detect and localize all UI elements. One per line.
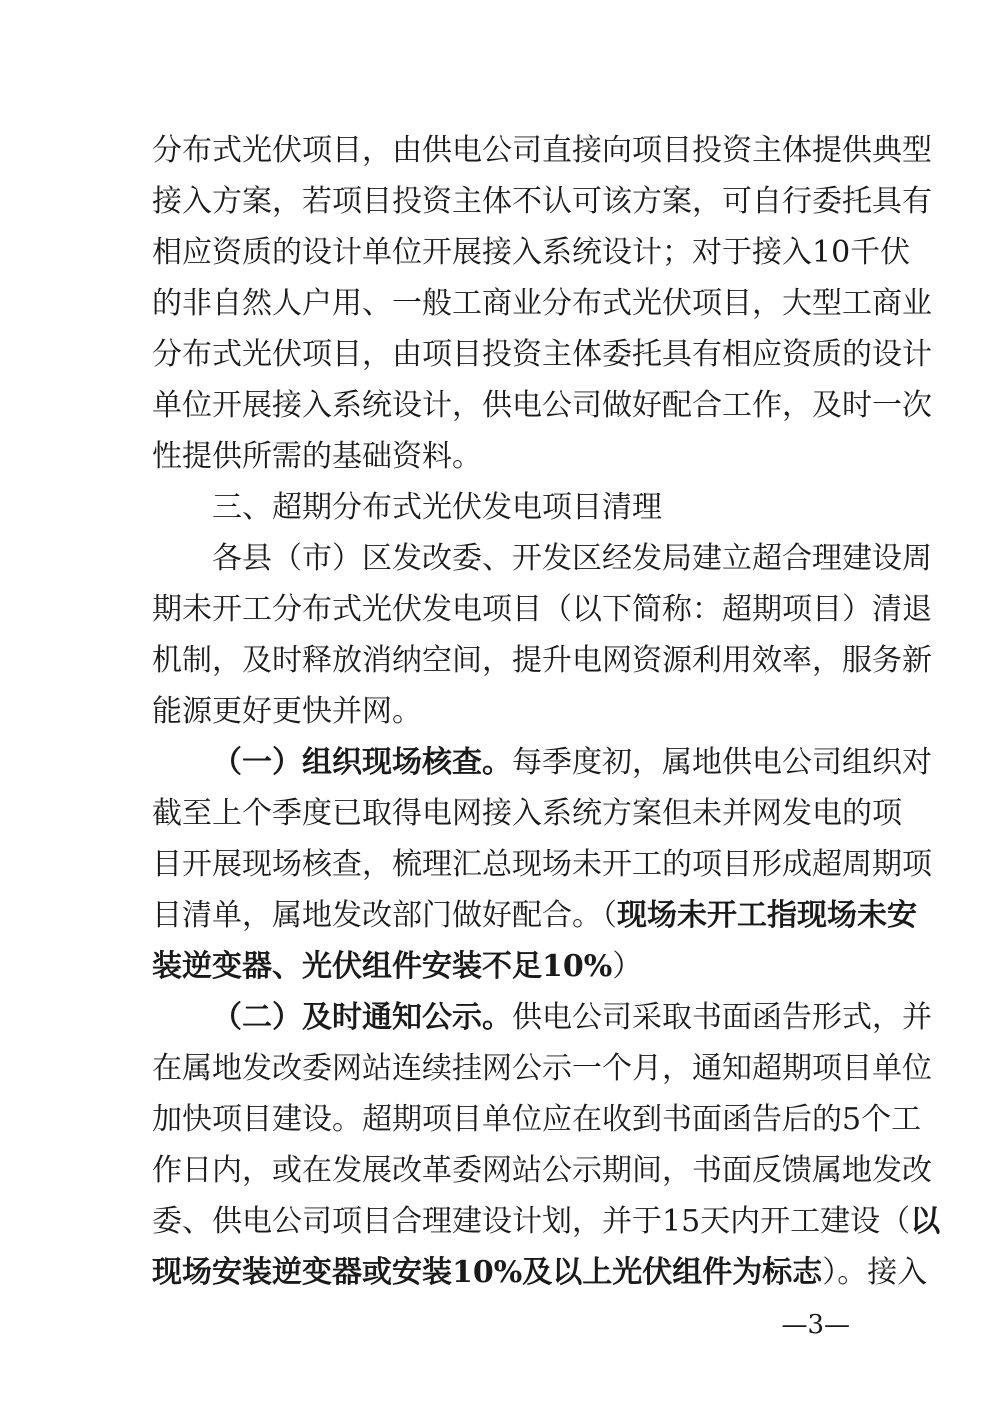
bold-note: 现场安装逆变器或安装10%及以上光伏组件为标志 [152, 1255, 823, 1290]
text-line: 在属地发改委网站连续挂网公示一个月，通知超期项目单位 [152, 1051, 932, 1086]
text-line: 的非自然人户用、一般工商业分布式光伏项目，大型工商业 [152, 286, 932, 321]
page-number: —3— [781, 1310, 850, 1340]
bold-note: 现场未开工指现场未安 [617, 898, 917, 933]
text-line: 接入方案，若项目投资主体不认可该方案，可自行委托具有 [152, 184, 932, 219]
text-run: 委、供电公司项目合理建设计划，并于15天内开工建设（ [152, 1204, 911, 1239]
section-heading: 三、超期分布式光伏发电项目清理 [212, 490, 662, 525]
item2-first-line [212, 1000, 932, 1036]
text-line: 能源更好更快并网。 [152, 694, 422, 729]
text-line: 相应资质的设计单位开展接入系统设计；对于接入10千伏 [152, 235, 911, 270]
item-title: （一）组织现场核查。 [212, 745, 512, 780]
bold-note: 以 [910, 1204, 941, 1239]
text-line: 目开展现场核查，梳理汇总现场未开工的项目形成超周期项 [152, 847, 932, 882]
text-line: 机制，及时释放消纳空间，提升电网资源利用效率，服务新 [152, 643, 932, 678]
text-run: ）。接入 [822, 1255, 928, 1290]
text-line: 单位开展接入系统设计，供电公司做好配合工作，及时一次 [152, 388, 932, 423]
text-line: 截至上个季度已取得电网接入系统方案但未并网发电的项 [152, 796, 902, 831]
bold-note: 装逆变器、光伏组件安装不足10% [152, 949, 613, 984]
text-run: 目清单，属地发改部门做好配合。（ [152, 898, 617, 933]
text-run: ） [612, 949, 643, 984]
text-line: 作日内，或在发展改革委网站公示期间，书面反馈属地发改 [152, 1153, 932, 1188]
text-run: 每季度初，属地供电公司组织对 [512, 745, 932, 780]
text-line: 分布式光伏项目，由供电公司直接向项目投资主体提供典型 [152, 133, 932, 168]
text-line: 性提供所需的基础资料。 [152, 439, 482, 474]
item1-line5 [152, 949, 852, 985]
item1-line4 [152, 898, 917, 934]
item2-line5 [152, 1204, 941, 1240]
text-line: 各县（市）区发改委、开发区经发局建立超合理建设周 [212, 541, 932, 576]
text-run: 供电公司采取书面函告形式，并 [512, 1000, 932, 1035]
text-line: 期未开工分布式光伏发电项目（以下简称：超期项目）清退 [152, 592, 932, 627]
item-title: （二）及时通知公示。 [212, 1000, 512, 1035]
text-line: 加快项目建设。超期项目单位应在收到书面函告后的5个工 [152, 1102, 922, 1137]
item2-line6 [152, 1255, 928, 1291]
item1-first-line [212, 745, 932, 781]
text-line: 分布式光伏项目，由项目投资主体委托具有相应资质的设计 [152, 337, 932, 372]
